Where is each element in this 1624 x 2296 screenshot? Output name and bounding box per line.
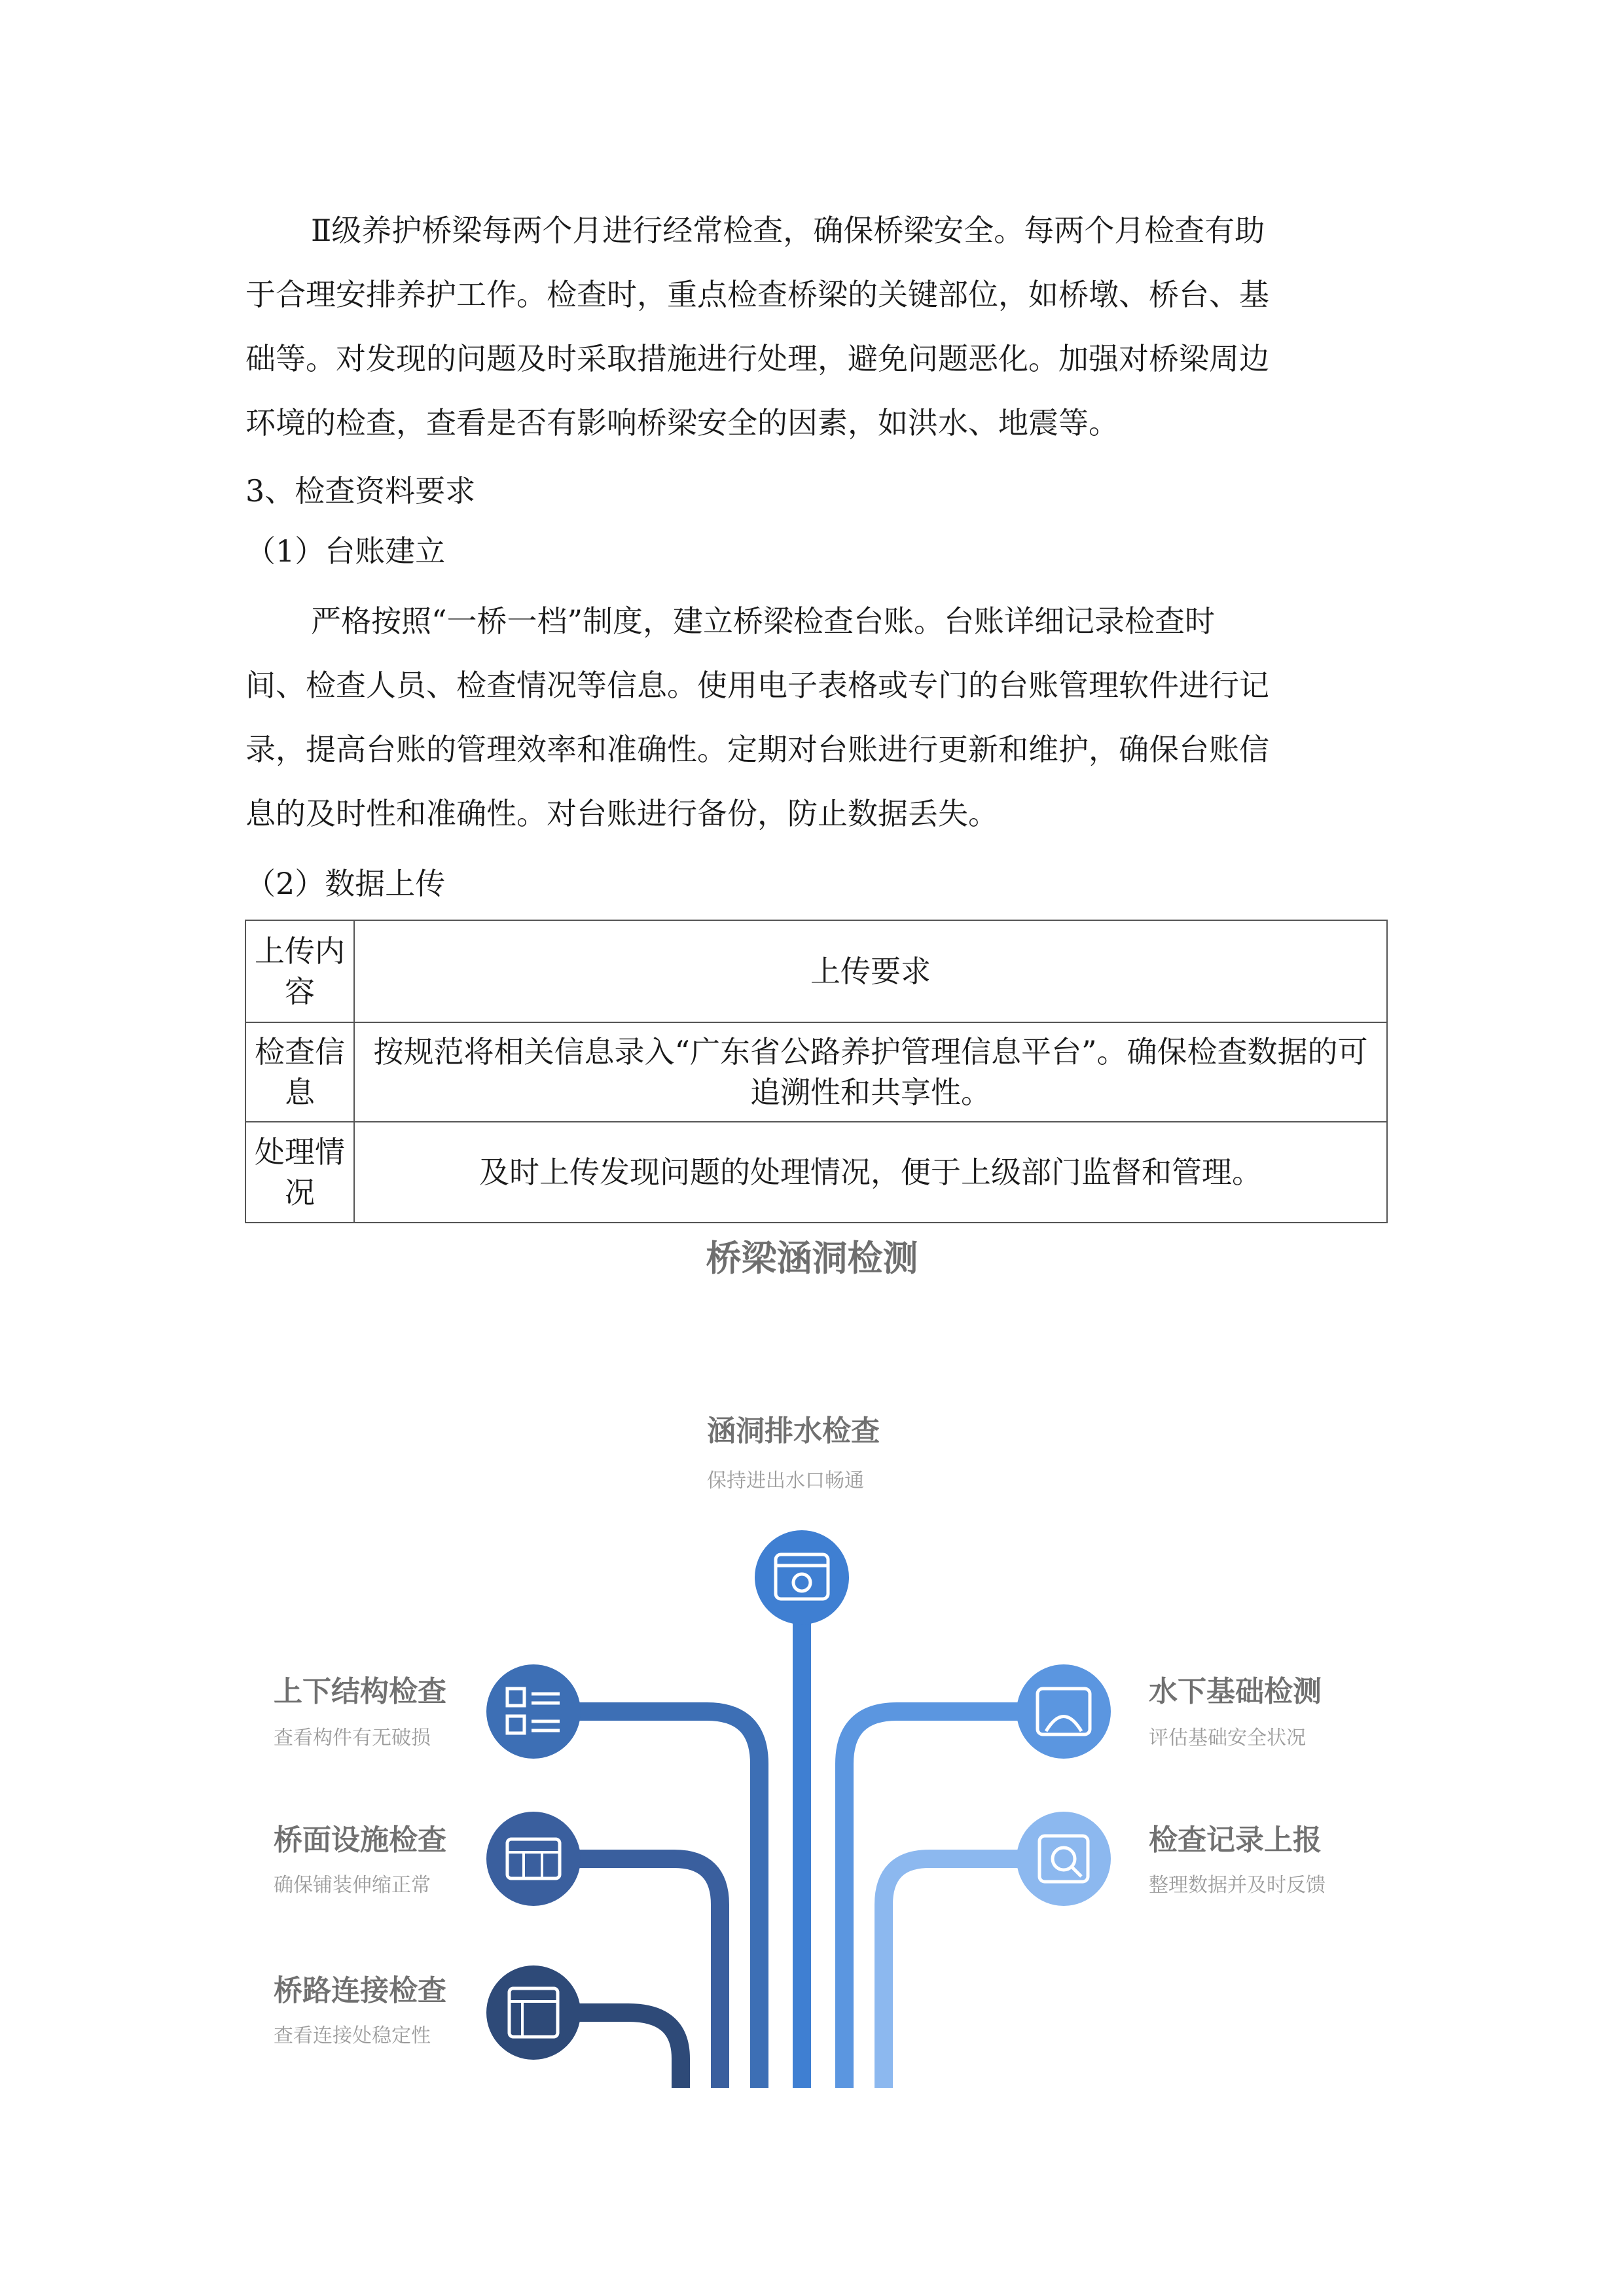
paragraph-line: 录，提高台账的管理效率和准确性。定期对台账进行更新和维护，确保台账信 xyxy=(245,732,1269,767)
subsection-heading: （2）数据上传 xyxy=(245,866,446,901)
node-right-2 xyxy=(1017,1812,1111,1906)
infographic-title: 桥梁涵洞检测 xyxy=(706,1238,918,1279)
paragraph-line: 严格按照“一桥一档”制度，建立桥梁检查台账。台账详细记录检查时 xyxy=(311,603,1216,639)
table-cell: 处理情况 xyxy=(245,1122,354,1223)
table-cell: 检查信息 xyxy=(245,1022,354,1122)
node-subtitle-top: 保持进出水口畅通 xyxy=(707,1469,864,1492)
paragraph-line: 于合理安排养护工作。检查时，重点检查桥梁的关键部位，如桥墩、桥台、基 xyxy=(245,277,1269,312)
node-left-2 xyxy=(486,1812,581,1906)
node-title-right: 水下基础检测 xyxy=(1149,1675,1322,1708)
node-subtitle-left: 查看连接处稳定性 xyxy=(274,2024,431,2047)
paragraph-line: 间、检查人员、检查情况等信息。使用电子表格或专门的台账管理软件进行记 xyxy=(245,668,1269,703)
table-cell: 及时上传发现问题的处理情况，便于上级部门监督和管理。 xyxy=(354,1122,1387,1223)
node-title-left: 桥路连接检查 xyxy=(274,1974,446,2007)
node-right-1 xyxy=(1017,1664,1111,1759)
paragraph-line: Ⅱ级养护桥梁每两个月进行经常检查，确保桥梁安全。每两个月检查有助 xyxy=(311,213,1265,248)
node-title-right: 检查记录上报 xyxy=(1149,1823,1322,1857)
node-left-3 xyxy=(486,1965,581,2060)
connector-left-1 xyxy=(563,1712,759,2088)
paragraph-line: 础等。对发现的问题及时采取措施进行处理，避免问题恶化。加强对桥梁周边 xyxy=(245,341,1269,376)
table-cell: 按规范将相关信息录入“广东省公路养护管理信息平台”。确保检查数据的可追溯性和共享性。 xyxy=(354,1022,1387,1122)
node-left-1 xyxy=(486,1664,581,1759)
table-header-cell: 上传内容 xyxy=(245,920,354,1022)
node-title-left: 桥面设施检查 xyxy=(274,1823,446,1857)
paragraph-line: 环境的检查，查看是否有影响桥梁安全的因素，如洪水、地震等。 xyxy=(245,405,1119,440)
node-subtitle-right: 评估基础安全状况 xyxy=(1149,1727,1306,1749)
node-title-top: 涵洞排水检查 xyxy=(707,1414,880,1448)
connector-right-1 xyxy=(844,1712,1034,2088)
section-heading: 3、检查资料要求 xyxy=(245,473,476,509)
node-subtitle-left: 查看构件有无破损 xyxy=(274,1727,431,1749)
node-top xyxy=(755,1530,849,1624)
paragraph-line: 息的及时性和准确性。对台账进行备份，防止数据丢失。 xyxy=(245,796,998,831)
connector-left-3 xyxy=(563,2013,681,2088)
connector-left-2 xyxy=(563,1859,720,2088)
connector-right-2 xyxy=(884,1859,1034,2088)
node-subtitle-left: 确保铺装伸缩正常 xyxy=(274,1874,431,1897)
node-subtitle-right: 整理数据并及时反馈 xyxy=(1149,1874,1326,1897)
subsection-heading: （1）台账建立 xyxy=(245,533,446,569)
table-header-cell: 上传要求 xyxy=(354,920,1387,1022)
node-title-left: 上下结构检查 xyxy=(274,1675,446,1708)
